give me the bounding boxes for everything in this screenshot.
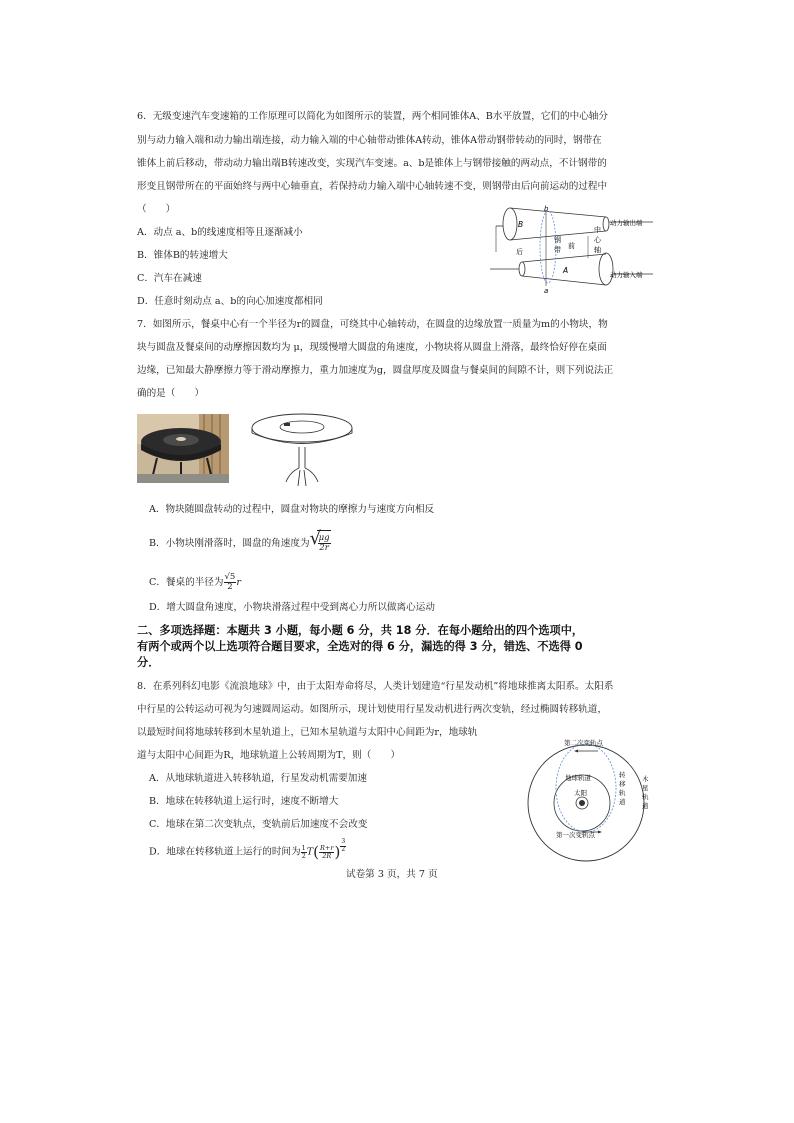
first-transfer-point-label: 第一次变轨点 <box>556 831 595 839</box>
q7-option-b-text: B．小物块刚滑落时，圆盘的角速度为 <box>149 538 310 549</box>
section-2-line-3: 分． <box>137 656 160 669</box>
q8-d-half-den: 2 <box>301 851 306 860</box>
q6-option-b: B．锥体B的转速增大 <box>137 250 228 261</box>
second-transfer-point-label: 第二次变轨点 <box>564 739 603 747</box>
q7-c-numerator: √5 <box>224 572 236 582</box>
q7-c-suffix: r <box>236 577 241 588</box>
point-a-label: a <box>544 287 549 294</box>
q6-line-2: 别与动力输入端和动力输出端连接，动力输入端的中心轴带动锥体A转动，锥体A带动钢带转动的同时，钢带在 <box>137 135 602 146</box>
transfer-orbit-label: 转移轨道 <box>619 771 626 806</box>
q7-option-d: D．增大圆盘角速度，小物块滑落过程中受到离心力所以做离心运动 <box>149 602 435 613</box>
q6-line-5: （ ） <box>137 204 176 215</box>
page-footer: 试卷第 3 页，共 7 页 <box>346 869 438 880</box>
q7-line-2: 块与圆盘及餐桌间的动摩擦因数均为 μ，现缓慢增大圆盘的角速度，小物块将从圆盘上滑落，最终恰好停在桌面 <box>137 342 607 353</box>
q8-option-d: D．地球在转移轨道上运行的时间为 $\frac{1}{2}$ T( $\frac{R+r}{2R}$ ) $\frac{3}{2}$ <box>149 838 346 861</box>
cvt-diagram <box>488 202 658 294</box>
table-drawing <box>250 410 356 490</box>
back-label: 后 <box>516 248 523 256</box>
cone-a-label: A <box>563 266 569 275</box>
q7-option-c <box>149 570 241 596</box>
q8-d-half-num: 1 <box>301 843 306 852</box>
q8-d-inner-den: 2R <box>322 851 332 860</box>
front-label: 前 <box>568 242 575 250</box>
q7-b-numerator: μg <box>318 533 330 543</box>
cone-b-label: B <box>518 220 524 229</box>
q6-option-d: D．任意时刻动点 a、b的向心加速度都相同 <box>137 296 323 307</box>
q7-line-1: 7．如图所示，餐桌中心有一个半径为r的圆盘，可绕其中心轴转动，在圆盘的边缘放置一质量为m的小物块，物 <box>137 319 608 330</box>
q8-option-b: B．地球在转移轨道上运行时，速度不断增大 <box>149 796 339 807</box>
q7-option-c-text: C．餐桌的半径为 <box>149 577 224 588</box>
dining-table-photo <box>137 414 229 483</box>
point-b-label: b <box>544 205 549 213</box>
section-2-line-2: 有两个或两个以上选项符合题目要求，全选对的得 6 分，漏选的得 3 分，错选、不选得 0 <box>137 640 583 653</box>
q6-line-4: 形变且钢带所在的平面始终与两中心轴垂直，若保持动力输入端中心轴转速不变，则钢带由后向前运动的过程中 <box>137 181 608 192</box>
q8-line-2: 中行星的公转运动可视为匀速圆周运动。如图所示，现计划使用行星发动机进行两次变轨，经过椭圆转移轨道， <box>137 704 608 715</box>
orbit-diagram <box>520 733 660 865</box>
earth-orbit-label: 地球轨道 <box>565 774 591 782</box>
q8-line-4: 道与太阳中心间距为R，地球轨道上公转周期为T，则（ ） <box>137 750 401 761</box>
q7-option-a: A．物块随圆盘转动的过程中，圆盘对物块的摩擦力与速度方向相反 <box>149 504 435 515</box>
jupiter-orbit <box>528 745 644 861</box>
output-label: 动力输出端 <box>610 219 643 227</box>
q8-d-period: T <box>306 846 314 858</box>
axis-label: 中心轴 <box>594 226 601 254</box>
belt-label: 钢带 <box>554 236 561 254</box>
q8-option-d-text: D．地球在转移轨道上运行的时间为 <box>149 846 301 858</box>
q8-line-3: 以最短时间将地球转移到木星轨道上，已知木星轨道与太阳中心间距为r，地球轨 <box>137 727 478 738</box>
section-2-line-1: 二、多项选择题：本题共 3 小题，每小题 6 分，共 18 分．在每小题给出的四个选项中， <box>137 624 584 637</box>
q7-c-denominator: 2 <box>227 582 233 592</box>
sun-label: 太阳 <box>574 789 587 797</box>
q7-b-denominator: 2r <box>319 543 329 553</box>
q6-line-1: 6．无级变速汽车变速箱的工作原理可以简化为如图所示的装置，两个相同锥体A、B水平放置，它们的中心轴分 <box>137 111 608 122</box>
q8-d-exp-num: 3 <box>341 838 346 845</box>
transfer-orbit <box>556 744 616 832</box>
cone-a-base <box>599 253 613 285</box>
q8-d-inner-num: R+r <box>320 843 334 852</box>
input-label: 动力输入端 <box>610 271 643 279</box>
q8-line-1: 8．在系列科幻电影《流浪地球》中，由于太阳寿命将尽，人类计划建造“行星发动机”将地球推离太阳系。太阳系 <box>137 681 614 692</box>
sqrt-expression: √ $\frac{\mu g}{2r}$ <box>310 530 331 557</box>
q7-line-4: 确的是（ ） <box>137 388 205 399</box>
q7-option-b <box>149 530 331 557</box>
q8-d-exp-den: 2 <box>341 845 346 853</box>
q6-option-c: C．汽车在减速 <box>137 273 202 284</box>
q7-line-3: 边缘，已知最大静摩擦力等于滑动摩擦力，重力加速度为g，圆盘厚度及圆盘与餐桌间的间隙不计，则下列说法正 <box>137 365 614 376</box>
cone-b-base <box>503 208 517 240</box>
q6-option-a: A．动点 a、b的线速度相等且逐渐减小 <box>137 227 303 238</box>
q8-option-a: A．从地球轨道进入转移轨道，行星发动机需要加速 <box>149 773 367 784</box>
jupiter-orbit-label: 木星轨道 <box>642 775 649 810</box>
q8-option-c: C．地球在第二次变轨点，变轨前后加速度不会改变 <box>149 819 368 830</box>
q6-line-3: 锥体上前后移动，带动动力输出端B转速改变，实现汽车变速。a、b是锥体上与钢带接触的两动点，不计钢带的 <box>137 158 607 169</box>
